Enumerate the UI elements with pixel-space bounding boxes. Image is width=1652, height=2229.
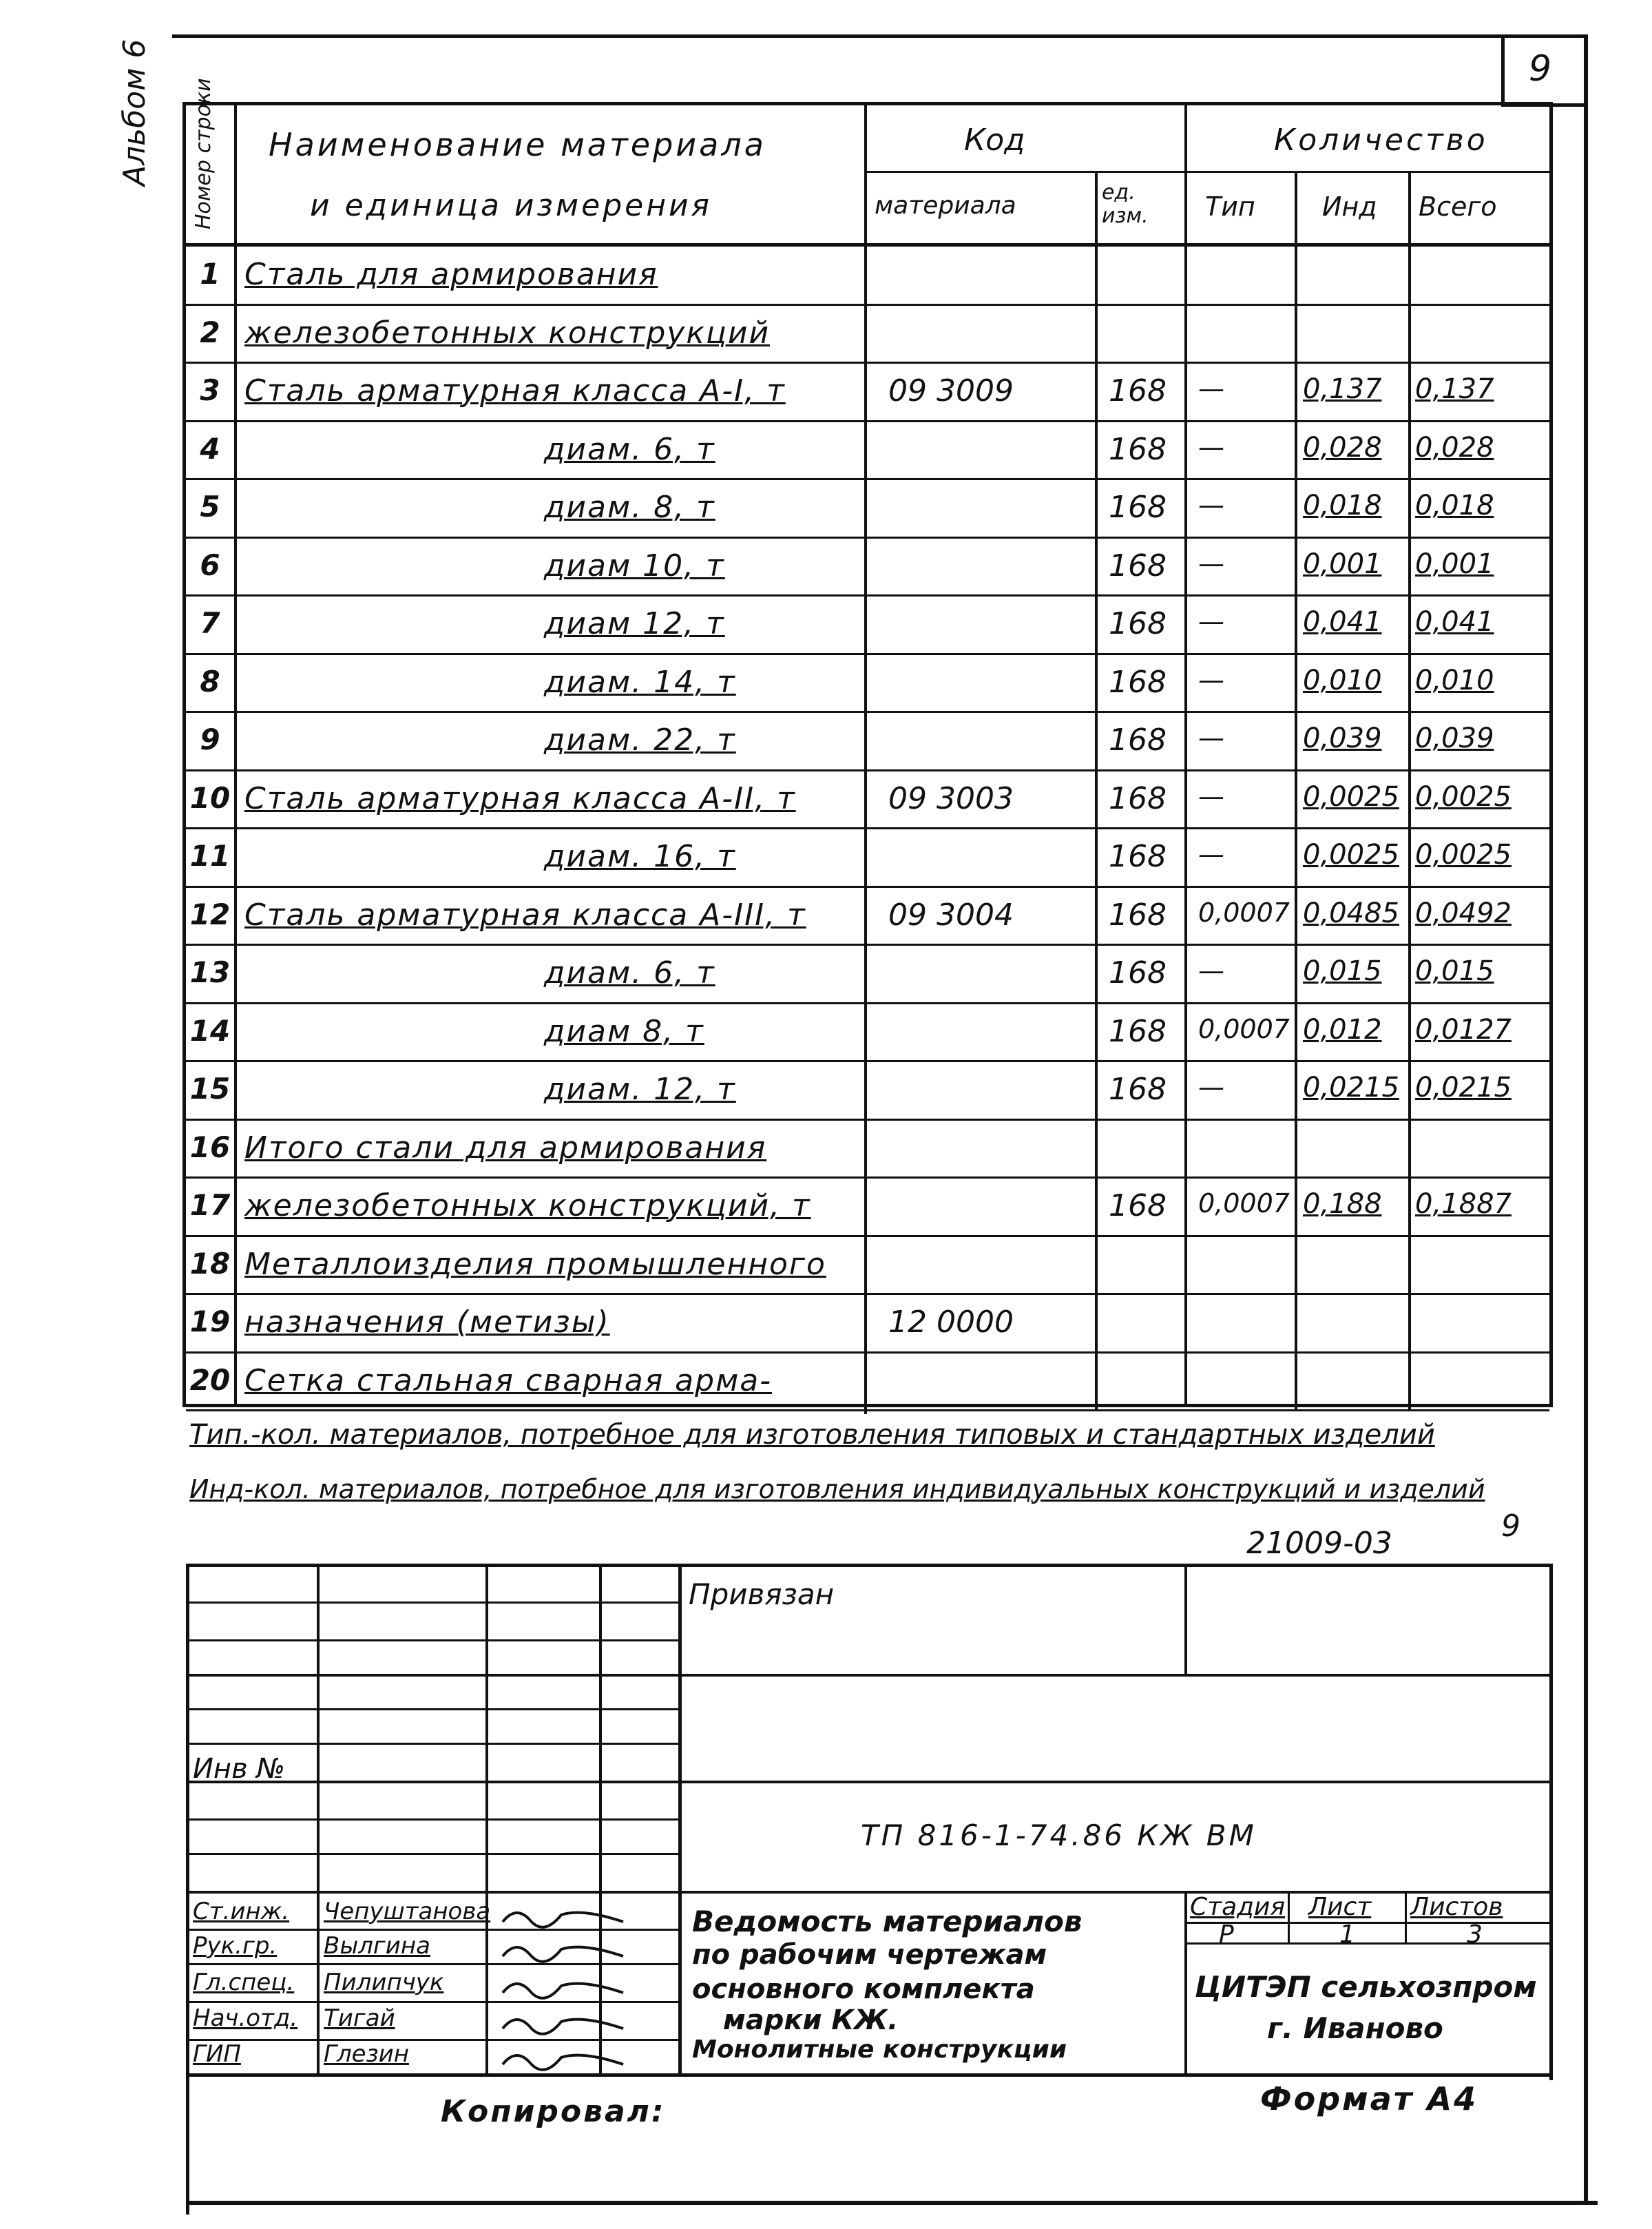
col-divider [1095,171,1098,1411]
row-qty-ind: 0,015 [1303,955,1382,987]
row-line [186,769,1549,771]
header-bottom [186,243,1549,247]
tb-row-line [186,1674,1553,1677]
row-name: Сталь арматурная класса А-I, т [244,373,786,408]
row-line [186,944,1549,946]
row-code: 09 3004 [888,897,1014,933]
copied-label: Копировал: [441,2094,666,2129]
row-number: 2 [200,315,220,349]
row-qty-ind: 0,137 [1303,373,1382,405]
doc-title-line2: по рабочим чертежам [692,1939,1047,1971]
role-person: Тигай [324,2004,395,2032]
row-name: диам. 6, т [544,955,715,991]
row-line [186,362,1549,364]
row-number: 10 [189,780,231,815]
doc-title-line5: Монолитные конструкции [692,2035,1067,2064]
signature [499,1901,637,1935]
tb-row-line [1184,1942,1553,1945]
row-line [186,1235,1549,1237]
signature [499,2044,637,2077]
sheet-number: 9 [1529,48,1552,90]
row-qty-ind: 0,001 [1303,548,1382,580]
col-divider [1408,171,1411,1411]
row-qty-ind: 0,018 [1303,490,1382,521]
row-number: 17 [189,1188,231,1222]
row-qty-total: 0,0492 [1415,897,1512,929]
header-code: Код [964,123,1025,158]
row-unit: 168 [1109,1072,1167,1107]
header-row-number: Номер строки [191,78,216,229]
row-line [186,420,1549,422]
row-qty-total: 0,028 [1415,431,1494,464]
doc-code-suffix: 9 [1501,1509,1520,1544]
row-qty-ind: 0,0025 [1303,839,1399,871]
row-unit: 168 [1109,664,1167,700]
row-qty-type: — [1198,664,1224,695]
row-qty-ind: 0,041 [1303,606,1382,638]
row-name: Сталь для армирования [244,257,658,292]
header-name-line1: Наименование материала [269,126,766,163]
row-number: 6 [200,548,220,582]
row-name: диам. 6, т [544,431,715,467]
row-qty-type: — [1198,1072,1224,1102]
row-unit: 168 [1109,839,1167,874]
row-line [186,886,1549,888]
tb-row-line [186,1743,678,1745]
signature [499,1972,637,2006]
row-line [186,711,1549,713]
organization-line1: ЦИТЭП сельхозпром [1195,1970,1537,2004]
tb-row-line [1184,1922,1553,1924]
row-line [186,537,1549,539]
organization-line2: г. Иваново [1267,2011,1443,2045]
row-qty-type: — [1198,548,1224,579]
row-name: диам. 16, т [544,839,736,874]
row-qty-ind: 0,010 [1303,664,1382,696]
tb-divider [1288,1891,1290,1942]
row-qty-type: — [1198,373,1224,404]
role-person: Глезин [324,2040,409,2068]
row-qty-ind: 0,188 [1303,1188,1382,1220]
row-qty-type: — [1198,606,1224,636]
row-qty-type: — [1198,723,1224,753]
row-line [186,1119,1549,1121]
drawing-designation: ТП 816-1-74.86 КЖ ВМ [861,1818,1257,1852]
doc-code: 21009-03 [1246,1526,1392,1561]
role-title: Гл.спец. [193,1969,295,1996]
row-line [186,827,1549,829]
col-divider [1184,105,1187,1404]
row-line [186,1409,1549,1411]
row-name: диам. 8, т [544,490,715,525]
tb-divider [1184,1564,1187,1674]
row-unit: 168 [1109,723,1167,758]
row-qty-type: — [1198,780,1224,811]
row-number: 20 [189,1362,231,1397]
header-qty-type: Тип [1205,191,1255,222]
row-qty-type: — [1198,839,1224,869]
doc-title-line3: основного комплекта [692,1973,1035,2005]
row-qty-type: — [1198,431,1224,462]
row-number: 5 [200,490,220,523]
row-unit: 168 [1109,780,1167,816]
row-code: 09 3009 [888,373,1014,408]
row-number: 15 [189,1072,231,1106]
row-qty-total: 0,039 [1415,723,1494,754]
row-number: 3 [200,373,220,407]
row-number: 14 [189,1013,231,1048]
tb-row-line [186,1853,678,1855]
role-title: Нач.отд. [193,2004,298,2032]
signature [499,2008,637,2042]
row-number: 11 [189,839,231,873]
row-number: 12 [189,897,231,931]
note-ind: Инд-кол. материалов, потребное для изготовления индивидуальных конструкций и изделий [189,1474,1485,1504]
row-line [186,478,1549,480]
tb-row-line [186,1781,1553,1783]
row-number: 19 [189,1305,231,1338]
note-tip: Тип.-кол. материалов, потребное для изготовления типовых и стандартных изделий [189,1419,1435,1451]
row-name: диам 12, т [544,606,725,641]
header-code-material: материала [875,191,1016,220]
row-qty-ind: 0,0485 [1303,897,1399,929]
row-name: диам 8, т [544,1013,704,1049]
row-qty-total: 0,0127 [1415,1013,1512,1046]
row-qty-type: 0,0007 [1198,1013,1290,1044]
role-title: ГИП [193,2040,241,2068]
sheet-label: Лист [1308,1893,1372,1921]
row-line [186,1351,1549,1354]
row-name: железобетонных конструкций [244,315,771,351]
bottom-rule [186,2201,1598,2205]
tb-divider [678,1564,682,2073]
row-line [186,1176,1549,1179]
row-code: 09 3003 [888,780,1014,816]
stage-label: Стадия [1190,1893,1286,1921]
tb-row-line [186,1818,678,1821]
row-number: 18 [189,1246,231,1281]
doc-title-line1: Ведомость материалов [692,1905,1083,1938]
role-title: Ст.инж. [193,1898,290,1925]
row-line [186,304,1549,306]
doc-title-line4: марки КЖ. [723,2004,899,2036]
row-name: назначения (метизы) [244,1305,610,1340]
title-block-top [186,1564,1553,1567]
row-qty-ind: 0,0215 [1303,1072,1399,1103]
role-person: Вылгина [324,1932,430,1960]
row-unit: 168 [1109,548,1167,583]
row-qty-type: — [1198,490,1224,520]
row-qty-type: 0,0007 [1198,1188,1290,1219]
sheet-value: 1 [1339,1920,1355,1949]
row-number: 16 [189,1130,231,1164]
row-qty-type: 0,0007 [1198,897,1290,928]
row-unit: 168 [1109,373,1167,408]
row-line [186,1060,1549,1062]
row-unit: 168 [1109,1188,1167,1223]
row-number: 13 [189,955,231,989]
header-quantity: Количество [1274,123,1488,158]
row-qty-total: 0,0025 [1415,839,1512,871]
row-qty-total: 0,0025 [1415,780,1512,813]
col-divider [1295,171,1297,1411]
row-qty-total: 0,1887 [1415,1188,1512,1220]
header-qty-ind: Инд [1322,191,1377,222]
row-name: диам 10, т [544,548,725,583]
row-line [186,1002,1549,1004]
row-qty-total: 0,137 [1415,373,1494,405]
album-label: Альбом 6 [117,39,152,186]
inv-label: Инв № [193,1753,285,1785]
row-number: 9 [200,723,220,756]
row-qty-total: 0,041 [1415,606,1494,638]
col-divider [234,105,237,1404]
col-divider [864,105,867,1414]
row-line [186,594,1549,597]
tb-divider [1405,1891,1407,1942]
sheets-label: Листов [1410,1893,1503,1921]
tb-divider [1184,1891,1187,2073]
header-name-line2: и единица измерения [310,188,713,223]
row-name: Сталь арматурная класса А-III, т [244,897,806,933]
row-name: Сталь арматурная класса А-II, т [244,780,796,816]
row-qty-ind: 0,012 [1303,1013,1382,1046]
stage-value: Р [1219,1920,1234,1949]
row-qty-total: 0,001 [1415,548,1494,580]
row-number: 7 [200,606,220,640]
privyazan-label: Привязан [689,1577,835,1611]
row-unit: 168 [1109,1013,1167,1049]
row-line [186,653,1549,655]
format-label: Формат А4 [1260,2080,1478,2117]
role-person: Пилипчук [324,1969,444,1996]
role-person: Чепуштанова [324,1898,491,1925]
row-number: 8 [200,664,220,698]
row-name: диам. 22, т [544,723,736,758]
row-name: Итого стали для армирования [244,1130,767,1165]
row-unit: 168 [1109,955,1167,991]
header-code-unit: ед. изм. [1102,180,1149,228]
row-name: Металлоизделия промышленного [244,1246,826,1282]
role-title: Рук.гр. [193,1932,278,1960]
materials-table [182,78,1553,1407]
row-qty-ind: 0,028 [1303,431,1382,464]
row-unit: 168 [1109,490,1167,525]
row-number: 1 [200,257,220,291]
title-block-left [186,1564,189,2215]
row-code: 12 0000 [888,1305,1014,1340]
signature [499,1936,637,1969]
tb-row-line [186,1639,678,1641]
tb-row-line [186,1708,678,1710]
row-qty-type: — [1198,955,1224,986]
row-qty-ind: 0,039 [1303,723,1382,754]
row-unit: 168 [1109,431,1167,467]
row-qty-total: 0,018 [1415,490,1494,521]
title-block-bottom [186,2073,1553,2077]
row-qty-total: 0,0215 [1415,1072,1512,1103]
row-name: диам. 14, т [544,664,736,700]
tb-row-line [186,1601,678,1604]
title-block-right [1549,1564,1553,2080]
row-qty-total: 0,015 [1415,955,1494,987]
row-name: диам. 12, т [544,1072,736,1107]
row-unit: 168 [1109,897,1167,933]
row-number: 4 [200,431,220,466]
header-split [864,171,1549,173]
row-name: Сетка стальная сварная арма- [244,1362,773,1398]
row-unit: 168 [1109,606,1167,641]
header-qty-total: Всего [1419,191,1497,222]
row-line [186,1293,1549,1295]
row-qty-ind: 0,0025 [1303,780,1399,813]
sheets-value: 3 [1467,1920,1483,1949]
row-qty-total: 0,010 [1415,664,1494,696]
row-name: железобетонных конструкций, т [244,1188,811,1223]
